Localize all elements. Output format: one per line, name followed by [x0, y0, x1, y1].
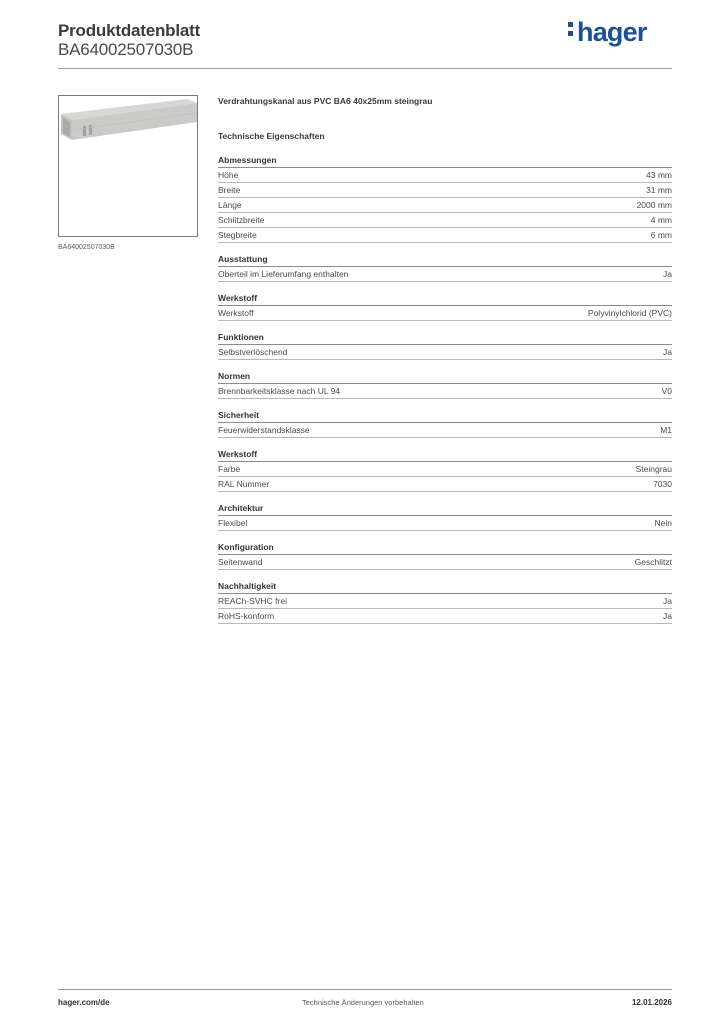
product-name: Verdrahtungskanal aus PVC BA6 40x25mm steingrau — [218, 96, 433, 106]
property-row — [218, 228, 672, 243]
property-value: Ja — [663, 596, 672, 606]
property-value: 6 mm — [650, 230, 672, 240]
group-title: Abmessungen — [218, 153, 672, 168]
property-row — [218, 198, 672, 213]
property-value: 4 mm — [650, 215, 672, 225]
property-label: Länge — [218, 200, 242, 210]
property-row — [218, 345, 672, 360]
property-row — [218, 609, 672, 624]
group-title: Funktionen — [218, 330, 672, 345]
group-spacer — [218, 282, 672, 291]
property-value: Polyvinylchlorid (PVC) — [587, 308, 672, 318]
image-caption: BA64002507030B — [58, 244, 115, 251]
group-title: Sicherheit — [218, 408, 672, 423]
property-value: Nein — [654, 518, 672, 528]
property-label: REACh-SVHC frei — [218, 596, 287, 606]
property-label: Stegbreite — [218, 230, 257, 240]
property-label: Werkstoff — [218, 308, 254, 318]
property-label: Seitenwand — [218, 557, 263, 567]
properties-table — [218, 153, 672, 624]
group-title: Ausstattung — [218, 252, 672, 267]
property-value: Steingrau — [635, 464, 672, 474]
group-spacer — [218, 438, 672, 447]
property-label: Breite — [218, 185, 241, 195]
page-title: Produktdatenblatt — [58, 21, 201, 40]
property-row — [218, 594, 672, 609]
property-label: Oberteil im Lieferumfang enthalten — [218, 269, 349, 279]
property-value: M1 — [660, 425, 672, 435]
property-row — [218, 267, 672, 282]
property-label: Selbstverlöschend — [218, 347, 288, 357]
property-label: Brennbarkeitsklasse nach UL 94 — [218, 386, 341, 396]
group-title: Normen — [218, 369, 672, 384]
article-number: BA64002507030B — [58, 40, 194, 59]
property-row — [218, 477, 672, 492]
property-value: 43 mm — [646, 170, 672, 180]
footer-divider — [58, 989, 672, 990]
group-title: Werkstoff — [218, 447, 672, 462]
footer-website: hager.com/de — [58, 998, 110, 1007]
group-title: Nachhaltigkeit — [218, 579, 672, 594]
property-value: Ja — [663, 347, 672, 357]
property-value: Ja — [663, 269, 672, 279]
property-label: Höhe — [218, 170, 239, 180]
cable-duct-image — [59, 96, 198, 237]
logo-text: hager — [577, 17, 647, 47]
property-row — [218, 213, 672, 228]
property-value: Ja — [663, 611, 672, 621]
property-value: 31 mm — [646, 185, 672, 195]
property-row — [218, 462, 672, 477]
group-spacer — [218, 243, 672, 252]
group-title: Architektur — [218, 501, 672, 516]
group-title: Konfiguration — [218, 540, 672, 555]
hager-logo — [567, 15, 647, 49]
property-label: RoHS-konform — [218, 611, 275, 621]
property-row — [218, 423, 672, 438]
property-label: Flexibel — [218, 518, 248, 528]
logo-colon-icon — [567, 20, 576, 46]
property-row — [218, 183, 672, 198]
header-divider — [58, 68, 672, 69]
property-label: Schlitzbreite — [218, 215, 265, 225]
group-spacer — [218, 570, 672, 579]
property-value: V0 — [661, 386, 672, 396]
property-row — [218, 516, 672, 531]
section-heading: Technische Eigenschaften — [218, 131, 325, 141]
property-row — [218, 384, 672, 399]
group-spacer — [218, 531, 672, 540]
property-row — [218, 306, 672, 321]
property-row — [218, 555, 672, 570]
group-spacer — [218, 399, 672, 408]
property-value: 7030 — [653, 479, 672, 489]
product-image — [58, 95, 198, 237]
footer-date: 12.01.2026 — [631, 998, 672, 1007]
group-spacer — [218, 360, 672, 369]
property-label: RAL Nummer — [218, 479, 270, 489]
group-title: Werkstoff — [218, 291, 672, 306]
footer-notice: Technische Änderungen vorbehalten — [302, 998, 424, 1007]
property-value: Geschlitzt — [634, 557, 672, 567]
group-spacer — [218, 321, 672, 330]
property-label: Feuerwiderstandsklasse — [218, 425, 310, 435]
group-spacer — [218, 492, 672, 501]
property-label: Farbe — [218, 464, 241, 474]
property-value: 2000 mm — [636, 200, 672, 210]
property-row — [218, 168, 672, 183]
